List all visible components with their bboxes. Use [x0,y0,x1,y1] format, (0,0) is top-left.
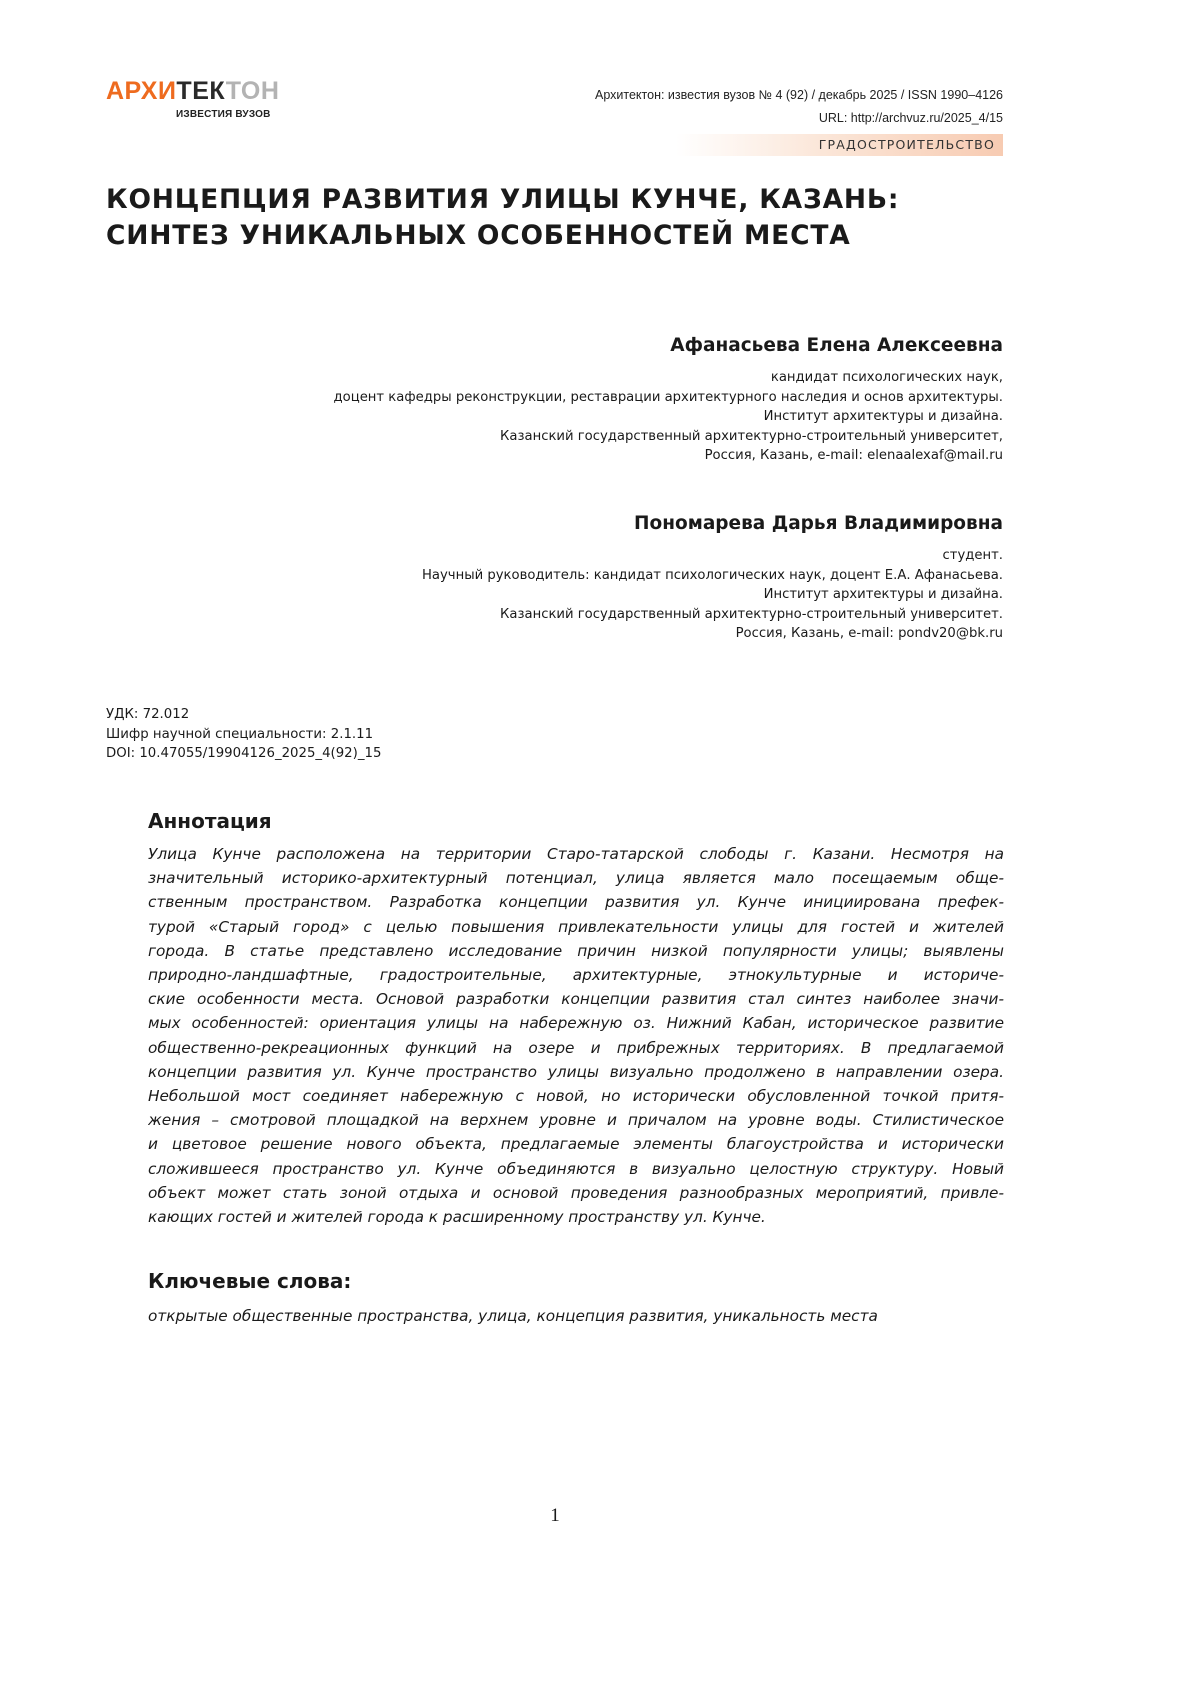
abstract-line: концепции развития ул. Кунче пространство улицы визуально продолжено в направлении озера. [148,1062,1004,1081]
author-block-1 [243,334,1003,466]
author-block-2 [243,512,1003,644]
abstract-line: сложившееся пространство ул. Кунче объединяются в визуально целостную структуру. Новый [148,1159,1004,1178]
journal-logo[interactable] [106,77,286,120]
author-affiliation-line: кандидат психологических наук, [770,370,1003,385]
abstract-line: значительный историко-архитектурный потенциал, улица является мало посещаемым обще- [148,869,1004,888]
specialty-code: Шифр научной специальности: 2.1.11 [106,726,374,742]
abstract-line: общественно-рекреационных функций на озере и прибрежных территориях. В предлагаемой [148,1038,1004,1057]
abstract-line: турой «Старый город» с целью повышения привлекательности улицы для гостей и жителей [148,917,1004,936]
logo-part-1: АРХИ [106,77,177,105]
logo-wordmark [106,78,286,104]
abstract-line: города. В статье представлено исследование причин низкой популярности улицы; выявлены [148,941,1004,960]
page-number: 1 [550,1505,560,1526]
journal-info: Архитектон: известия вузов № 4 (92) / декабрь 2025 / ISSN 1990–4126 [595,88,1003,102]
author-affiliation-line: студент. [942,548,1003,563]
keywords-text: открытые общественные пространства, улица, концепция развития, уникальность места [148,1307,878,1325]
abstract-line: ские особенности места. Основой разработки концепции развития стал синтез наиболее значи- [148,990,1004,1009]
title-line-2: СИНТЕЗ УНИКАЛЬНЫХ ОСОБЕННОСТЕЙ МЕСТА [106,220,851,251]
abstract-line: Улица Кунче расположена на территории Старо-татарской слободы г. Казани. Несмотря на [148,845,1004,863]
logo-part-2: ТЕК [176,77,226,105]
abstract-line: Небольшой мост соединяет набережную с новой, но исторически обусловленной точкой притя- [148,1087,1004,1106]
udk-code: УДК: 72.012 [106,707,190,722]
author-name: Пономарева Дарья Владимировна [634,513,1003,534]
abstract-heading: Аннотация [148,809,272,833]
abstract-line: объект может стать зоной отдыха и основой проведения разнообразных мероприятий, привле- [148,1183,1004,1202]
abstract-line: жения – смотровой площадкой на верхнем уровне и причалом на уровне воды. Стилистическое [148,1111,1004,1130]
doi-code[interactable]: DOI: 10.47055/19904126_2025_4(92)_15 [106,746,382,761]
author-affiliation-line: Институт архитектуры и дизайна. [763,587,1003,602]
author-affiliation-line: доцент кафедры реконструкции, реставрации архитектурного наследия и основ архитектуры. [333,389,1003,405]
author-affiliation-line: Казанский государственный архитектурно-строительный университет. [500,606,1003,622]
author-affiliation-line: Казанский государственный архитектурно-строительный университет, [500,428,1003,444]
author-contact-line: Россия, Казань, e-mail: elenaalexaf@mail.ru [704,448,1003,463]
article-title [106,182,1006,254]
logo-part-3: ТОН [225,77,280,105]
section-label: ГРАДОСТРОИТЕЛЬСТВО [818,137,995,152]
abstract-line: ственным пространством. Разработка концепции развития ул. Кунче инициирована префек- [148,893,1004,912]
abstract-line: кающих гостей и жителей города к расширенному пространству ул. Кунче. [148,1208,766,1227]
author-affiliation-line: Институт архитектуры и дизайна. [763,409,1003,424]
author-affiliation-line: Научный руководитель: кандидат психологических наук, доцент Е.А. Афанасьева. [421,567,1003,583]
article-url[interactable]: URL: http://archvuz.ru/2025_4/15 [818,111,1003,125]
logo-subtitle: ИЗВЕСТИЯ ВУЗОВ [176,109,271,120]
section-band [676,134,1003,156]
abstract-text [148,842,1004,1229]
abstract-line: природно-ландшафтные, градостроительные, архитектурные, этнокультурные и историче- [148,966,1004,985]
keywords-heading: Ключевые слова: [148,1269,352,1293]
author-contact-line: Россия, Казань, e-mail: pondv20@bk.ru [735,626,1003,641]
author-name: Афанасьева Елена Алексеевна [670,335,1003,356]
title-line-1: КОНЦЕПЦИЯ РАЗВИТИЯ УЛИЦЫ КУНЧЕ, КАЗАНЬ: [106,184,900,215]
classification-codes [106,705,381,764]
abstract-line: и цветовое решение нового объекта, предлагаемые элементы благоустройства и исторически [148,1135,1004,1154]
abstract-line: мых особенностей: ориентация улицы на набережную оз. Нижний Кабан, историческое развитие [148,1014,1004,1033]
